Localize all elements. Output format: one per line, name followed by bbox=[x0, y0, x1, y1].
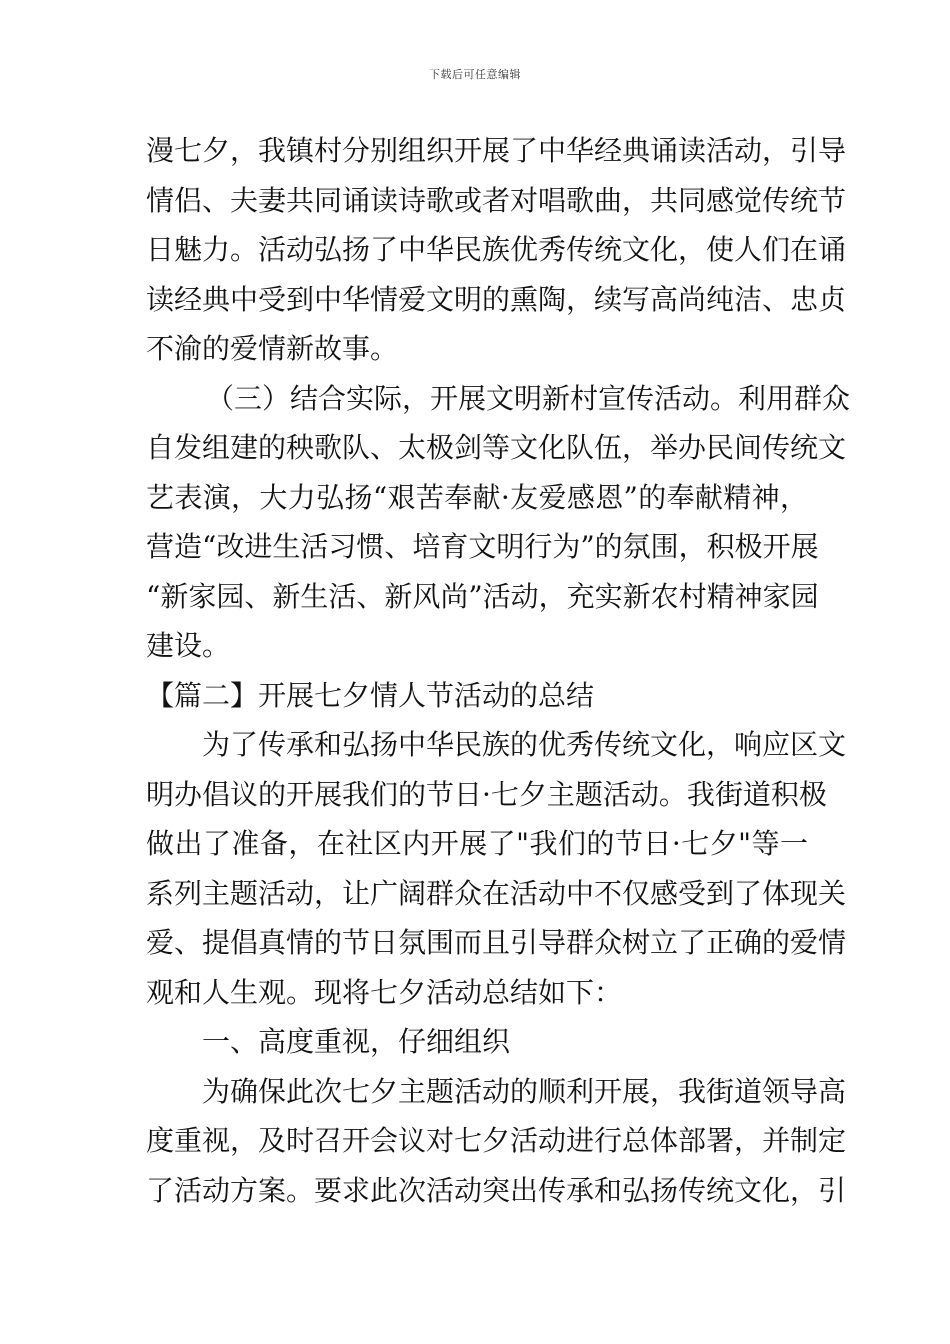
text-line: 营造“改进生活习惯、培育文明行为”的氛围，积极开展 bbox=[146, 530, 819, 563]
text-line: 不渝的爱情新故事。 bbox=[146, 332, 399, 365]
document-body bbox=[146, 126, 851, 1215]
text-line: 度重视，及时召开会议对七夕活动进行总体部署，并制定 bbox=[146, 1124, 847, 1157]
section-heading: 【篇二】开展七夕情人节活动的总结 bbox=[146, 678, 595, 712]
text-line: 明办倡议的开展我们的节日·七夕主题活动。我街道积极 bbox=[146, 777, 827, 811]
text-line: 做出了准备，在社区内开展了"我们的节日·七夕"等一 bbox=[146, 827, 808, 860]
text-line: 艺表演，大力弘扬“艰苦奉献·友爱感恩”的奉献精神， bbox=[146, 480, 808, 514]
text-line: 建设。 bbox=[146, 629, 231, 662]
text-line: 情侣、夫妻共同诵读诗歌或者对唱歌曲，共同感觉传统节 bbox=[146, 183, 847, 217]
text-line: 观和人生观。现将七夕活动总结如下： bbox=[146, 975, 623, 1009]
text-line: 系列主题活动，让广阔群众在活动中不仅感受到了体现关 bbox=[146, 876, 847, 910]
subsection-heading: 一、高度重视，仔细组织 bbox=[202, 1025, 511, 1058]
page-header: 下载后可任意编辑 bbox=[429, 68, 521, 81]
text-line: 日魅力。活动弘扬了中华民族优秀传统文化，使人们在诵 bbox=[146, 233, 847, 266]
text-line: “新家园、新生活、新风尚”活动，充实新农村精神家园 bbox=[146, 579, 819, 613]
text-line: 自发组建的秧歌队、太极剑等文化队伍，举办民间传统文 bbox=[146, 431, 847, 464]
text-line: 读经典中受到中华情爱文明的熏陶，续写高尚纯洁、忠贞 bbox=[146, 282, 847, 316]
text-line: 漫七夕，我镇村分别组织开展了中华经典诵读活动，引导 bbox=[146, 134, 847, 167]
text-line: 爱、提倡真情的节日氛围而且引导群众树立了正确的爱情 bbox=[146, 926, 847, 959]
text-line: 为了传承和弘扬中华民族的优秀传统文化，响应区文 bbox=[202, 728, 847, 761]
text-line: （三）结合实际，开展文明新村宣传活动。利用群众 bbox=[206, 381, 851, 415]
text-line: 了活动方案。要求此次活动突出传承和弘扬传统文化，引 bbox=[146, 1173, 847, 1207]
text-line: 为确保此次七夕主题活动的顺利开展，我街道领导高 bbox=[202, 1074, 847, 1108]
